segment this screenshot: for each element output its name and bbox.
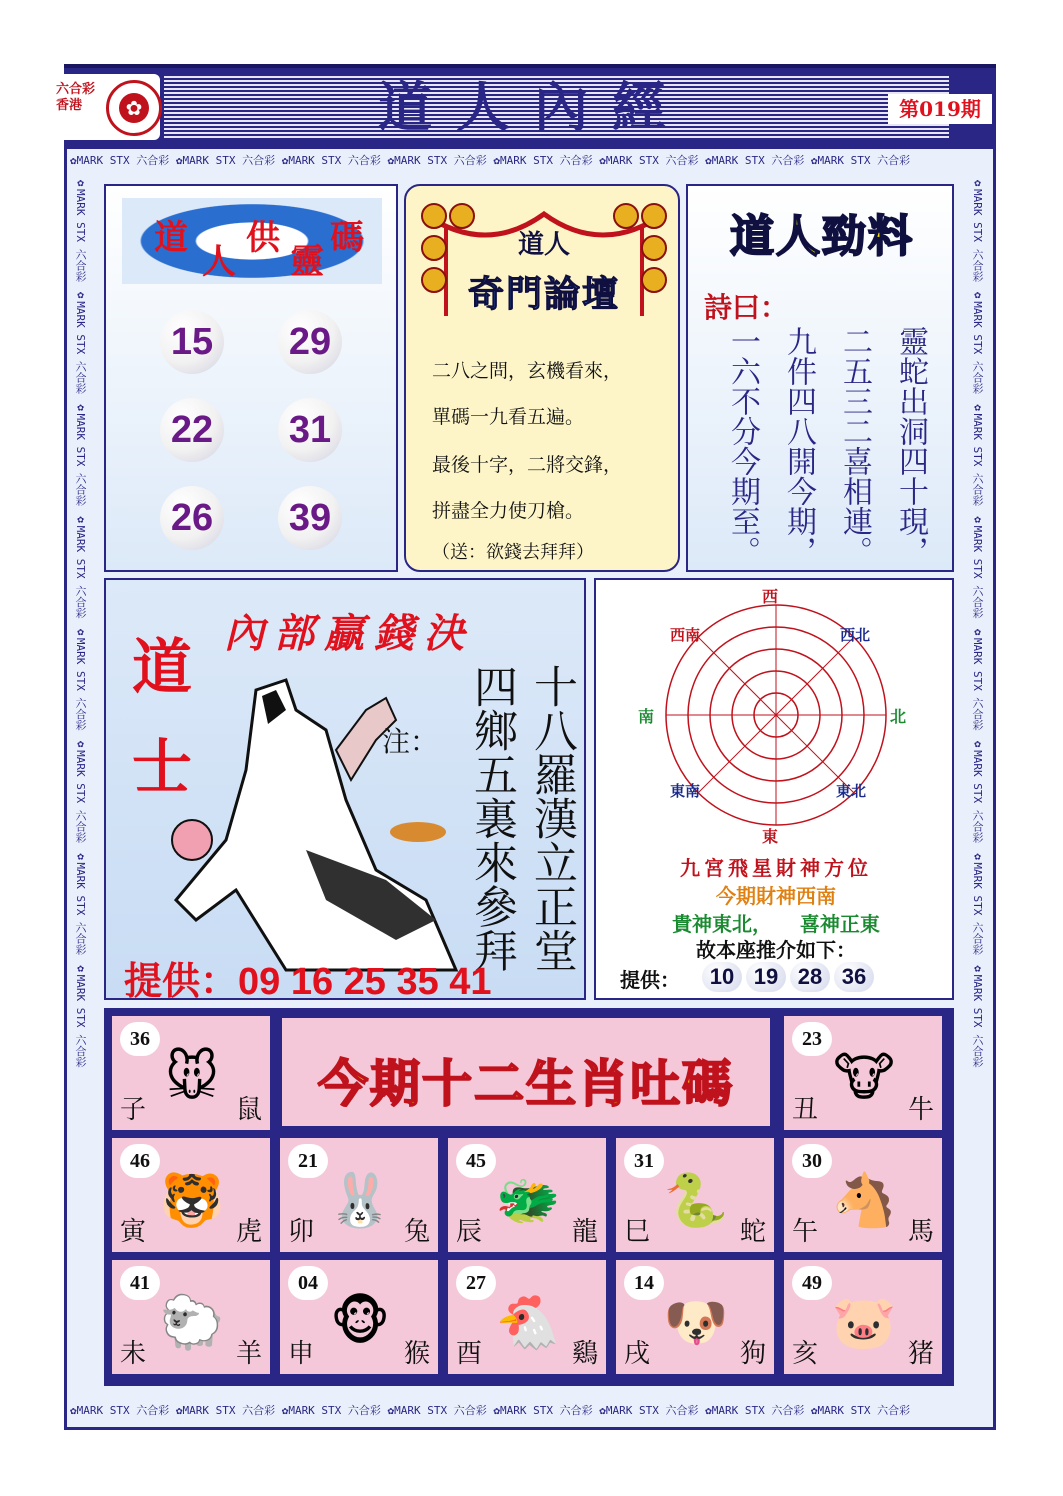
heading-char: 供 (246, 218, 280, 258)
zodiac-cell (614, 1258, 776, 1376)
verse-line: 最後十字，二將交鋒， (432, 454, 623, 476)
dog-icon: 🐶 (663, 1292, 729, 1353)
forum-title-line2: 奇門論壇 (467, 273, 620, 315)
number-ball: 28 (790, 962, 830, 992)
zodiac-cell (110, 1136, 272, 1254)
zodiac-cell (782, 1014, 944, 1132)
noble-joy-gods: 貴神東北， 喜神正東 (672, 912, 880, 936)
zodiac-branch: 亥 (792, 1339, 819, 1369)
logo-emblem (106, 80, 162, 136)
panel-nine-palace (594, 578, 954, 1000)
direction-label: 北 (890, 707, 907, 726)
rat-icon: 🐭 (164, 1048, 220, 1108)
zodiac-cell (782, 1258, 944, 1376)
poem-column: 二五三二喜相連。 (837, 326, 872, 566)
zodiac-animal: 牛 (907, 1095, 934, 1125)
zodiac-number: 36 (120, 1022, 160, 1056)
zodiac-branch: 子 (120, 1095, 147, 1125)
issue-number: 第019期 (888, 94, 992, 124)
zodiac-animal: 兔 (403, 1217, 430, 1247)
zodiac-title: 今期十二生肖吐碼 (318, 1054, 734, 1113)
verse-line: 單碼一九看五遍。 (432, 406, 585, 428)
zodiac-animal: 馬 (907, 1217, 934, 1247)
number-ball: 26 (160, 486, 224, 550)
monkey-icon: 🐵 (329, 1292, 391, 1352)
number-ball: 29 (278, 310, 342, 374)
direction-label: 東北 (836, 782, 867, 800)
header-bar (56, 64, 996, 146)
zodiac-number: 23 (792, 1022, 832, 1056)
zodiac-cell (614, 1136, 776, 1254)
verse-line: 二八之問，玄機看來， (432, 360, 623, 382)
zodiac-number: 14 (624, 1266, 664, 1300)
rabbit-icon: 🐰 (327, 1170, 393, 1231)
zodiac-number: 31 (624, 1144, 664, 1178)
verse-note: （送：欲錢去拜拜） (432, 542, 594, 563)
direction-label: 西 (762, 587, 779, 606)
panel-qimen-forum (404, 184, 680, 572)
tiger-icon: 🐯 (159, 1170, 225, 1231)
zodiac-animal: 虎 (235, 1217, 262, 1247)
taoist-figure-illustration (136, 670, 466, 970)
direction-label: 西南 (670, 626, 701, 644)
heading-char: 碼 (330, 218, 364, 258)
number-ball: 10 (702, 962, 742, 992)
zodiac-animal: 蛇 (739, 1217, 766, 1247)
logo (52, 74, 160, 140)
zodiac-branch: 辰 (456, 1217, 483, 1247)
zodiac-number: 21 (288, 1144, 328, 1178)
heading-char: 道 (154, 218, 188, 258)
border-pattern-bottom: ✿MARK STX 六合彩 ✿MARK STX 六合彩 ✿MARK STX 六合彩 ✿MARK STX 六合彩 ✿MARK STX 六合彩 ✿MARK STX 六合彩 ✿MARK STX 六合彩 ✿MARK STX 六合彩 (70, 1404, 911, 1417)
horse-icon: 🐴 (831, 1170, 897, 1231)
logo-text: 六合彩 香港 (56, 82, 96, 113)
bauhinia-icon: ✿ (119, 93, 149, 123)
secret-title: 內部贏錢決 (224, 610, 474, 657)
heading-char: 靈 (290, 242, 324, 282)
zodiac-animal: 鷄 (571, 1339, 598, 1369)
zodiac-number: 46 (120, 1144, 160, 1178)
direction-label: 南 (638, 707, 655, 726)
ox-icon: 🐮 (833, 1048, 895, 1108)
zodiac-number: 49 (792, 1266, 832, 1300)
zodiac-number: 45 (456, 1144, 496, 1178)
zodiac-cell (278, 1258, 440, 1376)
wealth-god-direction: 今期財神西南 (716, 884, 836, 908)
panel-taoist-secret (104, 578, 586, 1003)
panel-daoren-numbers (104, 184, 398, 572)
number-ball: 36 (834, 962, 874, 992)
number-ball: 22 (160, 398, 224, 462)
shi-char: 士 (132, 733, 192, 803)
zodiac-number: 27 (456, 1266, 496, 1300)
number-ball: 31 (278, 398, 342, 462)
zodiac-header (280, 1016, 772, 1128)
zodiac-cell (782, 1136, 944, 1254)
zodiac-branch: 申 (288, 1339, 315, 1369)
border-pattern-left: ✿MARK STX 六合彩 ✿MARK STX 六合彩 ✿MARK STX 六合彩 ✿MARK STX 六合彩 ✿MARK STX 六合彩 ✿MARK STX 六合彩 ✿MARK STX 六合彩 ✿MARK STX 六合彩 (74, 176, 87, 1068)
zodiac-animal: 猪 (907, 1339, 934, 1369)
recommendation-caption: 故本座推介如下： (696, 938, 856, 962)
zodiac-cell (110, 1258, 272, 1376)
zodiac-cell (278, 1136, 440, 1254)
border-pattern-top: ✿MARK STX 六合彩 ✿MARK STX 六合彩 ✿MARK STX 六合彩 ✿MARK STX 六合彩 ✿MARK STX 六合彩 ✿MARK STX 六合彩 ✿MARK STX 六合彩 ✿MARK STX 六合彩 (70, 154, 911, 167)
number-ball: 39 (278, 486, 342, 550)
page-title: 道人內經 (378, 75, 690, 139)
rooster-icon: 🐔 (495, 1292, 561, 1353)
forum-title-line1: 道人 (517, 230, 570, 260)
zodiac-branch: 午 (792, 1217, 819, 1247)
snake-icon: 🐍 (663, 1170, 729, 1231)
heading-char: 人 (202, 242, 236, 282)
verse-column: 四鄉五裏來參拜 (466, 664, 517, 972)
zodiac-cell (110, 1014, 272, 1132)
zodiac-cell (446, 1258, 608, 1376)
poem-column: 靈蛇出洞四十現， (893, 326, 928, 566)
zodiac-branch: 戌 (624, 1339, 651, 1369)
zodiac-animal: 羊 (235, 1339, 262, 1369)
verse-column: 十八羅漢立正堂 (526, 664, 577, 972)
zodiac-animal: 狗 (739, 1339, 766, 1369)
direction-label: 東南 (670, 782, 701, 800)
border-pattern-right: ✿MARK STX 六合彩 ✿MARK STX 六合彩 ✿MARK STX 六合彩 ✿MARK STX 六合彩 ✿MARK STX 六合彩 ✿MARK STX 六合彩 ✿MARK STX 六合彩 ✿MARK STX 六合彩 (971, 176, 984, 1068)
zodiac-cell (446, 1136, 608, 1254)
zodiac-branch: 酉 (456, 1339, 483, 1369)
provide-label: 提供： (620, 968, 680, 992)
zodiac-animal: 鼠 (235, 1095, 262, 1125)
direction-label: 東 (762, 827, 779, 846)
dragon-icon: 🐲 (495, 1170, 561, 1231)
sheep-icon: 🐑 (159, 1292, 225, 1353)
palace-caption: 九宮飛星財神方位 (680, 856, 872, 880)
note-label: 注： (382, 725, 439, 758)
direction-label: 西北 (840, 626, 871, 644)
zodiac-branch: 卯 (288, 1217, 315, 1247)
zodiac-number: 41 (120, 1266, 160, 1300)
zodiac-branch: 寅 (120, 1217, 147, 1247)
number-ball: 19 (746, 962, 786, 992)
poem-column: 一六不分今期至。 (725, 326, 760, 566)
zodiac-number: 04 (288, 1266, 328, 1300)
tips-title: 道人勁料 (730, 211, 914, 262)
zodiac-animal: 龍 (571, 1217, 598, 1247)
poem-column: 九件四八開今期， (781, 326, 816, 566)
zodiac-branch: 丑 (792, 1095, 819, 1125)
panel-daoren-tips (686, 184, 954, 572)
number-ball: 15 (160, 310, 224, 374)
zodiac-branch: 未 (120, 1339, 147, 1369)
zodiac-animal: 猴 (403, 1339, 430, 1369)
dao-char: 道 (132, 633, 192, 703)
provided-numbers: 提供：09 16 25 35 41 (124, 961, 492, 1003)
zodiac-grid (104, 1008, 954, 1386)
verse-line: 拼盡全力使刀槍。 (432, 500, 585, 522)
pig-icon: 🐷 (831, 1292, 897, 1353)
zodiac-branch: 巳 (624, 1217, 651, 1247)
poem-label: 詩曰： (704, 291, 789, 324)
zodiac-number: 30 (792, 1144, 832, 1178)
